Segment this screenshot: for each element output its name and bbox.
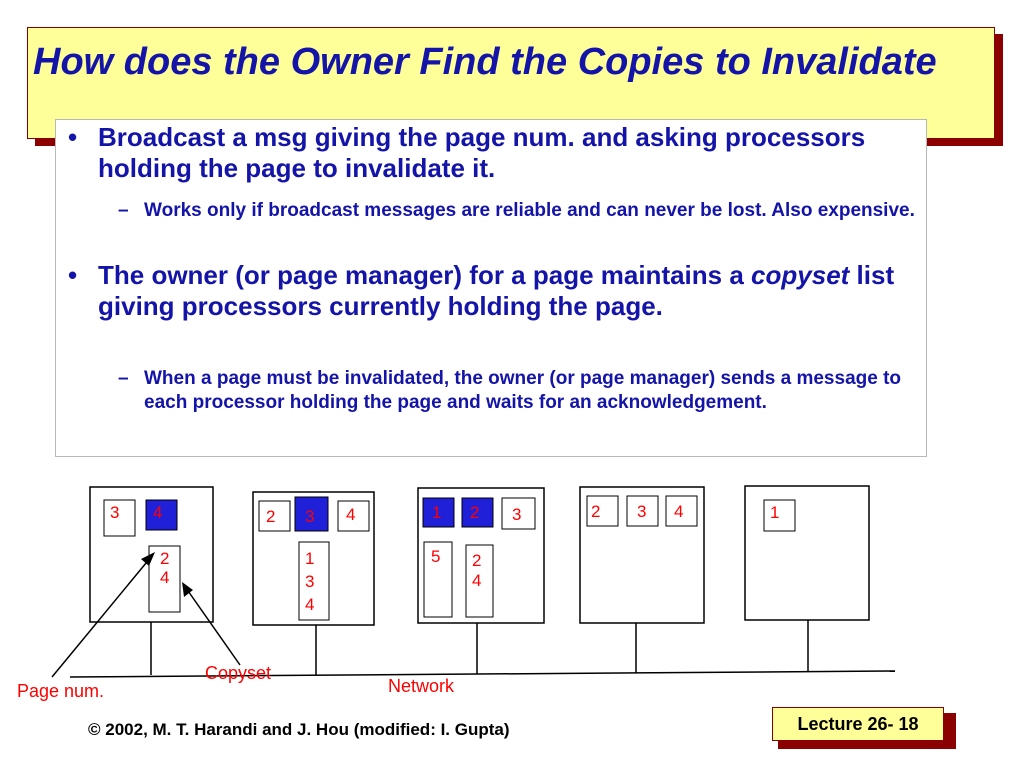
page-number: 2 xyxy=(470,503,480,522)
copyset-term: copyset xyxy=(751,260,850,290)
processor-2 xyxy=(253,492,374,675)
copyset-entry: 5 xyxy=(431,547,441,566)
bullet-text-end: list giving processors currently holding the page. xyxy=(98,260,895,321)
page-number: 4 xyxy=(153,503,163,522)
sub-bullet-invalidate xyxy=(118,367,918,415)
bullet-marker: • xyxy=(68,260,78,290)
sub-bullet-reliability xyxy=(118,199,918,223)
processor-5 xyxy=(745,486,869,671)
dash-marker: – xyxy=(118,368,129,389)
slide-title: How does the Owner Find the Copies to Invalidate xyxy=(33,41,937,83)
copyset-entry: 1 xyxy=(305,549,315,568)
page-number: 3 xyxy=(305,507,315,526)
processor-1 xyxy=(90,487,213,675)
bullet-text xyxy=(98,260,918,322)
page-number: 1 xyxy=(432,503,442,522)
copyset-diagram xyxy=(0,470,1024,710)
copyset-entry: 3 xyxy=(305,572,315,591)
page-number: 2 xyxy=(266,507,276,526)
page-number: 3 xyxy=(110,503,120,522)
copyset-entry: 4 xyxy=(472,571,482,590)
page-number: 2 xyxy=(591,502,601,521)
copyset-entry: 4 xyxy=(305,595,315,614)
dash-marker: – xyxy=(118,200,129,221)
bullet-broadcast xyxy=(68,122,918,184)
copyright-notice: © 2002, M. T. Harandi and J. Hou (modified: I. Gupta) xyxy=(88,720,510,739)
bullet-copyset xyxy=(68,260,918,322)
page-number: 3 xyxy=(512,505,522,524)
network-label: Network xyxy=(388,676,455,696)
page-cell xyxy=(104,500,135,536)
page-number: 3 xyxy=(637,502,647,521)
copyset-entry: 2 xyxy=(160,549,170,568)
sub-bullet-text: Works only if broadcast messages are reliable and can never be lost. Also expensive. xyxy=(144,200,915,221)
page-number: 4 xyxy=(674,502,684,521)
processor-4 xyxy=(580,487,704,673)
sub-bullet-text: When a page must be invalidated, the owner (or page manager) sends a message to each processor holding the page and waits for an acknowledgement. xyxy=(144,368,902,413)
lecture-badge: Lecture 26- 18 xyxy=(772,707,944,741)
page-cell xyxy=(764,500,795,531)
copyset-label: Copyset xyxy=(205,663,272,683)
copyset-entry: 4 xyxy=(160,568,170,587)
bullet-marker: • xyxy=(68,122,78,152)
processor-3 xyxy=(418,488,544,674)
copyset-entry: 2 xyxy=(472,551,482,570)
bullet-text: Broadcast a msg giving the page num. and asking processors holding the page to invalidate it. xyxy=(98,122,866,183)
page-number: 4 xyxy=(346,505,356,524)
bullet-text-start: The owner (or page manager) for a page maintains a xyxy=(98,260,752,290)
network-line xyxy=(70,671,895,677)
page-num-label: Page num. xyxy=(17,681,105,701)
page-number: 1 xyxy=(770,503,780,522)
